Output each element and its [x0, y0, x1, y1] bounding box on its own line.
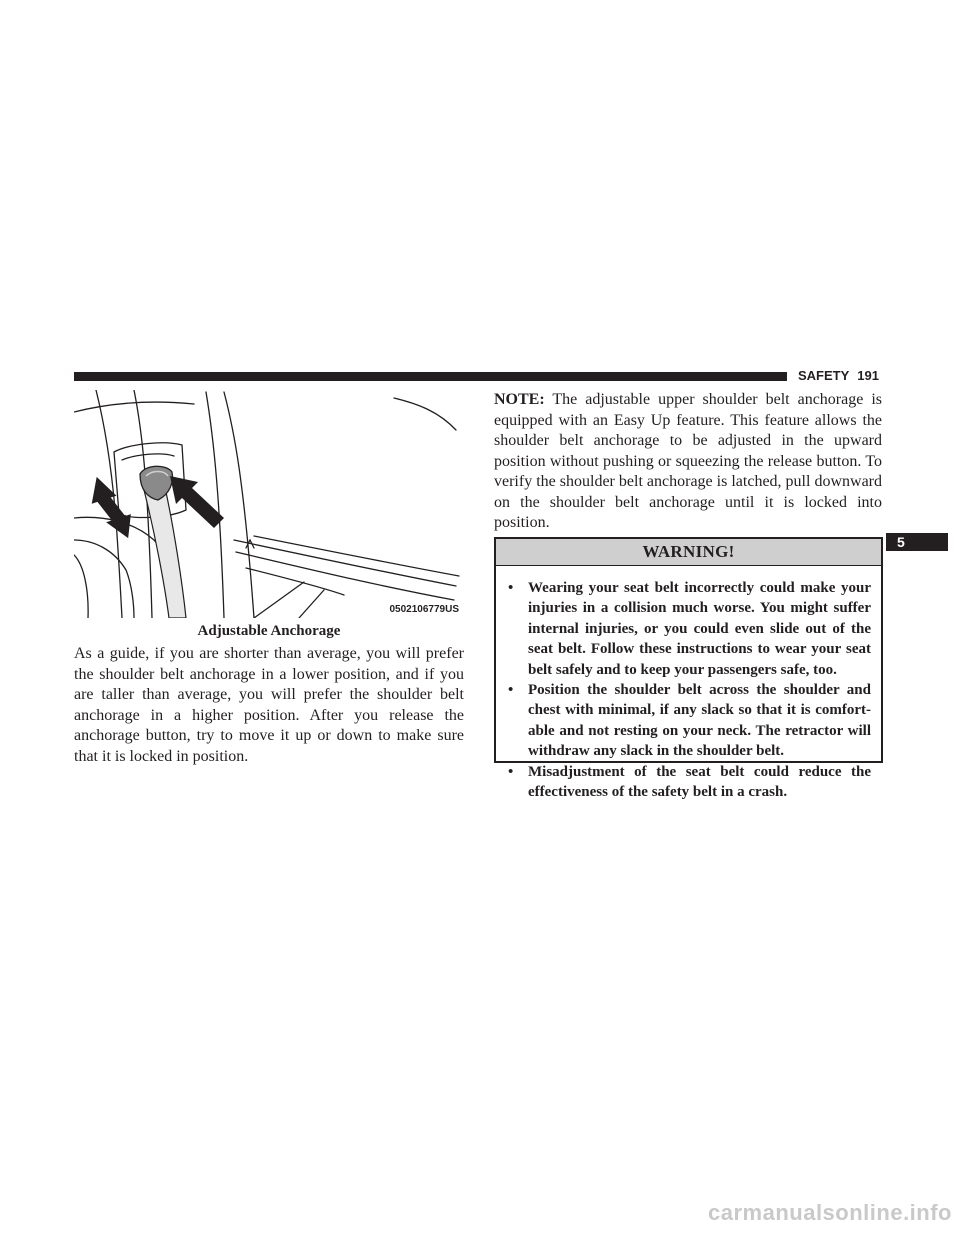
bullet-icon: • — [508, 682, 514, 699]
note-text: The adjustable upper shoulder belt anchorage is equipped with an Easy Up feature. This feature allows the shoulder belt anchorage to be adjusted in the upward position without pushing or squeezing the release button. To verify the shoulder belt anchorage is latched, pull downward on the shoulder belt anchorage until it is locked into position. — [494, 391, 882, 531]
warning-item-text: Position the shoulder belt across the shoulder and chest with minimal, if any slack so that it is comfort-able and not resting on your neck. The retractor will withdraw any slack in the shoulder belt. — [528, 682, 871, 760]
watermark-text: carmanualsonline.info — [708, 1200, 952, 1225]
height-guidance-paragraph: As a guide, if you are shorter than average, you will prefer the shoulder belt anchorage in a lower position, and if you are taller than average, you will prefer the shoulder belt anchorage in a higher position. After you release the anchorage button, try to move it up or down to make sure that it is locked in position. — [74, 645, 464, 765]
warning-item — [508, 680, 871, 762]
figure-code: 0502106779US — [389, 604, 459, 615]
figure-caption: Adjustable Anchorage — [197, 623, 341, 639]
note-label: NOTE: — [494, 391, 545, 408]
adjustable-anchorage-illustration — [74, 390, 464, 618]
warning-item-text: Misadjustment of the seat belt could reduce the effectiveness of the safety belt in a crash. — [528, 763, 871, 801]
bullet-icon: • — [508, 763, 514, 780]
page-number: 191 — [857, 368, 879, 383]
warning-item-text: Wearing your seat belt incorrectly could make your injuries in a collision much worse. You might suffer internal injuries, or you could even slide out of the seat belt. Follow these instructions to wear your seat belt safely and to keep your passengers safe, too. — [528, 580, 871, 678]
header-rule — [74, 372, 787, 381]
bullet-icon: • — [508, 580, 514, 596]
watermark — [0, 1200, 960, 1226]
warning-item — [508, 762, 871, 803]
anchorage-line-art — [74, 390, 464, 618]
warning-item — [508, 578, 871, 680]
section-title: SAFETY — [798, 368, 850, 383]
warning-list — [496, 566, 881, 802]
note-paragraph — [494, 390, 882, 534]
chapter-tab: 5 — [886, 533, 948, 551]
page-header — [798, 368, 890, 384]
warning-title: WARNING! — [496, 539, 881, 566]
warning-box — [494, 537, 883, 801]
